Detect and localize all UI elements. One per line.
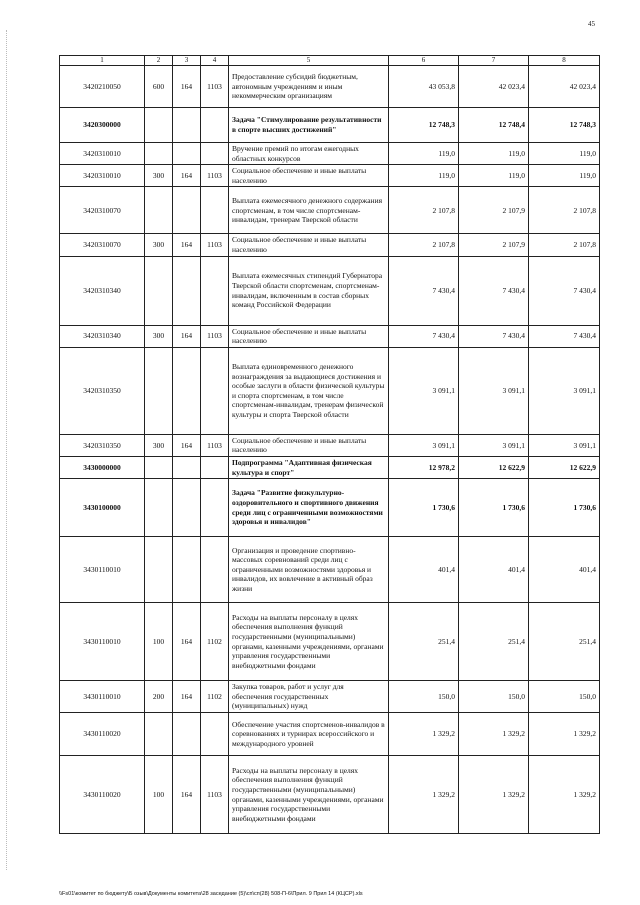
type-cell: [145, 456, 173, 478]
table-row: [60, 347, 600, 434]
type-cell: [145, 479, 173, 537]
budget-table: [59, 55, 600, 834]
admin-cell: [173, 537, 201, 603]
name-cell: Расходы на выплаты персоналу в целях обеспечения выполнения функций государственными (муниципальными) органами, казенными учреждениями, органами управления государственными внебюджетными фондами: [229, 756, 389, 834]
admin-cell: 164: [173, 434, 201, 456]
column-header: 7: [459, 56, 529, 66]
type-cell: 300: [145, 165, 173, 187]
table-row: [60, 537, 600, 603]
section-cell: [201, 347, 229, 434]
column-header: 1: [60, 56, 145, 66]
code-cell: 3420310010: [60, 143, 145, 165]
code-cell: 3430110020: [60, 713, 145, 756]
value-cell: 2 107,8: [389, 234, 459, 256]
scan-margin-line: [6, 30, 8, 870]
section-cell: [201, 537, 229, 603]
value-cell: 119,0: [529, 143, 600, 165]
value-cell: 1 329,2: [389, 756, 459, 834]
admin-cell: [173, 479, 201, 537]
code-cell: 3420310010: [60, 165, 145, 187]
value-cell: 3 091,1: [389, 347, 459, 434]
table-row: [60, 603, 600, 681]
code-cell: 3430110010: [60, 537, 145, 603]
type-cell: [145, 108, 173, 143]
value-cell: 3 091,1: [459, 434, 529, 456]
admin-cell: [173, 256, 201, 325]
type-cell: 200: [145, 681, 173, 713]
section-cell: 1103: [201, 434, 229, 456]
value-cell: 251,4: [459, 603, 529, 681]
code-cell: 3420310070: [60, 187, 145, 234]
value-cell: 1 329,2: [459, 756, 529, 834]
name-cell: Выплата ежемесячных стипендий Губернатора Тверской области спортсменам, спортсменам-инвалидам, включенным в состав сборных команд Российской Федерации: [229, 256, 389, 325]
value-cell: 119,0: [459, 165, 529, 187]
value-cell: 12 622,9: [529, 456, 600, 478]
column-header: 2: [145, 56, 173, 66]
section-cell: [201, 713, 229, 756]
name-cell: Социальное обеспечение и иные выплаты населению: [229, 165, 389, 187]
name-cell: Социальное обеспечение и иные выплаты населению: [229, 234, 389, 256]
column-header: 8: [529, 56, 600, 66]
admin-cell: 164: [173, 603, 201, 681]
section-cell: 1102: [201, 681, 229, 713]
table-row: [60, 713, 600, 756]
name-cell: Социальное обеспечение и иные выплаты населению: [229, 325, 389, 347]
value-cell: 150,0: [529, 681, 600, 713]
name-cell: Предоставление субсидий бюджетным, автономным учреждениям и иным некоммерческим организациям: [229, 66, 389, 108]
value-cell: 3 091,1: [389, 434, 459, 456]
type-cell: [145, 713, 173, 756]
name-cell: Расходы на выплаты персоналу в целях обеспечения выполнения функций государственными (муниципальными) органами, казенными учреждениями, органами управления государственными внебюджетными фондами: [229, 603, 389, 681]
value-cell: 251,4: [529, 603, 600, 681]
table-row: [60, 456, 600, 478]
value-cell: 12 748,4: [459, 108, 529, 143]
name-cell: Задача "Развитие физкультурно-оздоровительного и спортивного движения среди лиц с ограниченными возможностями здоровья и инвалидов": [229, 479, 389, 537]
section-cell: 1103: [201, 165, 229, 187]
admin-cell: 164: [173, 66, 201, 108]
section-cell: [201, 456, 229, 478]
value-cell: 7 430,4: [389, 256, 459, 325]
section-cell: [201, 479, 229, 537]
table-row: [60, 187, 600, 234]
type-cell: 300: [145, 325, 173, 347]
value-cell: 150,0: [389, 681, 459, 713]
value-cell: 119,0: [459, 143, 529, 165]
section-cell: 1103: [201, 756, 229, 834]
column-header: 5: [229, 56, 389, 66]
page-number: 45: [588, 20, 595, 28]
section-cell: 1103: [201, 66, 229, 108]
value-cell: 2 107,8: [529, 187, 600, 234]
value-cell: 2 107,8: [529, 234, 600, 256]
value-cell: 119,0: [389, 143, 459, 165]
table-row: [60, 234, 600, 256]
value-cell: 12 748,3: [529, 108, 600, 143]
table-row: [60, 108, 600, 143]
value-cell: 7 430,4: [459, 325, 529, 347]
admin-cell: [173, 187, 201, 234]
admin-cell: 164: [173, 681, 201, 713]
admin-cell: [173, 347, 201, 434]
name-cell: Выплата ежемесячного денежного содержания спортсменам, в том числе спортсменам-инвалидам, тренерам Тверской области: [229, 187, 389, 234]
value-cell: 251,4: [389, 603, 459, 681]
file-path-footer: \\Fs01\комитет по бюджету\Б озыв\Документы комитета\28 заседание (5)\сп\сп(28) 508-П-6\Прил. 9 Прил 14 (КЦСР).xls: [59, 891, 363, 897]
admin-cell: 164: [173, 165, 201, 187]
section-cell: [201, 256, 229, 325]
code-cell: 3430000000: [60, 456, 145, 478]
value-cell: 7 430,4: [389, 325, 459, 347]
type-cell: [145, 143, 173, 165]
value-cell: 2 107,8: [389, 187, 459, 234]
value-cell: 12 978,2: [389, 456, 459, 478]
value-cell: 150,0: [459, 681, 529, 713]
value-cell: 2 107,9: [459, 234, 529, 256]
value-cell: 7 430,4: [529, 325, 600, 347]
code-cell: 3420310350: [60, 434, 145, 456]
type-cell: [145, 347, 173, 434]
code-cell: 3420310070: [60, 234, 145, 256]
name-cell: Обеспечение участия спортсменов-инвалидов в соревнованиях и турнирах всероссийского и международного уровней: [229, 713, 389, 756]
admin-cell: 164: [173, 325, 201, 347]
value-cell: 3 091,1: [529, 347, 600, 434]
code-cell: 3430110010: [60, 603, 145, 681]
value-cell: 3 091,1: [529, 434, 600, 456]
column-number-row: [60, 56, 600, 66]
table-row: [60, 256, 600, 325]
table-row: [60, 165, 600, 187]
value-cell: 119,0: [529, 165, 600, 187]
value-cell: 1 329,2: [459, 713, 529, 756]
code-cell: 3430110020: [60, 756, 145, 834]
section-cell: 1103: [201, 325, 229, 347]
value-cell: 401,4: [529, 537, 600, 603]
type-cell: 300: [145, 434, 173, 456]
admin-cell: [173, 108, 201, 143]
value-cell: 401,4: [459, 537, 529, 603]
value-cell: 12 748,3: [389, 108, 459, 143]
value-cell: 1 329,2: [529, 756, 600, 834]
table-row: [60, 479, 600, 537]
section-cell: [201, 143, 229, 165]
value-cell: 1 730,6: [459, 479, 529, 537]
name-cell: Выплата единовременного денежного вознаграждения за выдающиеся достижения и особые заслуги в области физической культуры и спорта спортсменам, в том числе спортсменам-инвалидам, тренерам физической культуры и спорта Тверской области: [229, 347, 389, 434]
value-cell: 2 107,9: [459, 187, 529, 234]
section-cell: [201, 187, 229, 234]
name-cell: Организация и проведение спортивно-массовых соревнований среди лиц с ограниченными возможностями здоровья и инвалидов, их вовлечение в активный образ жизни: [229, 537, 389, 603]
value-cell: 119,0: [389, 165, 459, 187]
type-cell: [145, 256, 173, 325]
value-cell: 7 430,4: [459, 256, 529, 325]
admin-cell: [173, 143, 201, 165]
column-header: 6: [389, 56, 459, 66]
table-row: [60, 756, 600, 834]
type-cell: [145, 537, 173, 603]
value-cell: 42 023,4: [459, 66, 529, 108]
type-cell: 100: [145, 756, 173, 834]
table-row: [60, 681, 600, 713]
section-cell: 1102: [201, 603, 229, 681]
name-cell: Закупка товаров, работ и услуг для обеспечения государственных (муниципальных) нужд: [229, 681, 389, 713]
code-cell: 3420310350: [60, 347, 145, 434]
code-cell: 3430100000: [60, 479, 145, 537]
type-cell: [145, 187, 173, 234]
code-cell: 3420310340: [60, 256, 145, 325]
table-row: [60, 434, 600, 456]
name-cell: Вручение премий по итогам ежегодных областных конкурсов: [229, 143, 389, 165]
section-cell: [201, 108, 229, 143]
type-cell: 300: [145, 234, 173, 256]
code-cell: 3420310340: [60, 325, 145, 347]
type-cell: 600: [145, 66, 173, 108]
value-cell: 42 023,4: [529, 66, 600, 108]
value-cell: 12 622,9: [459, 456, 529, 478]
name-cell: Задача "Стимулирование результативности в спорте высших достижений": [229, 108, 389, 143]
admin-cell: 164: [173, 756, 201, 834]
value-cell: 1 329,2: [389, 713, 459, 756]
section-cell: 1103: [201, 234, 229, 256]
column-header: 3: [173, 56, 201, 66]
value-cell: 3 091,1: [459, 347, 529, 434]
value-cell: 1 730,6: [529, 479, 600, 537]
value-cell: 1 329,2: [529, 713, 600, 756]
value-cell: 1 730,6: [389, 479, 459, 537]
value-cell: 7 430,4: [529, 256, 600, 325]
admin-cell: 164: [173, 234, 201, 256]
code-cell: 3420300000: [60, 108, 145, 143]
value-cell: 401,4: [389, 537, 459, 603]
table-row: [60, 143, 600, 165]
table-row: [60, 66, 600, 108]
code-cell: 3420210050: [60, 66, 145, 108]
admin-cell: [173, 713, 201, 756]
table-row: [60, 325, 600, 347]
type-cell: 100: [145, 603, 173, 681]
column-header: 4: [201, 56, 229, 66]
value-cell: 43 053,8: [389, 66, 459, 108]
admin-cell: [173, 456, 201, 478]
name-cell: Социальное обеспечение и иные выплаты населению: [229, 434, 389, 456]
name-cell: Подпрограмма "Адаптивная физическая культура и спорт": [229, 456, 389, 478]
code-cell: 3430110010: [60, 681, 145, 713]
